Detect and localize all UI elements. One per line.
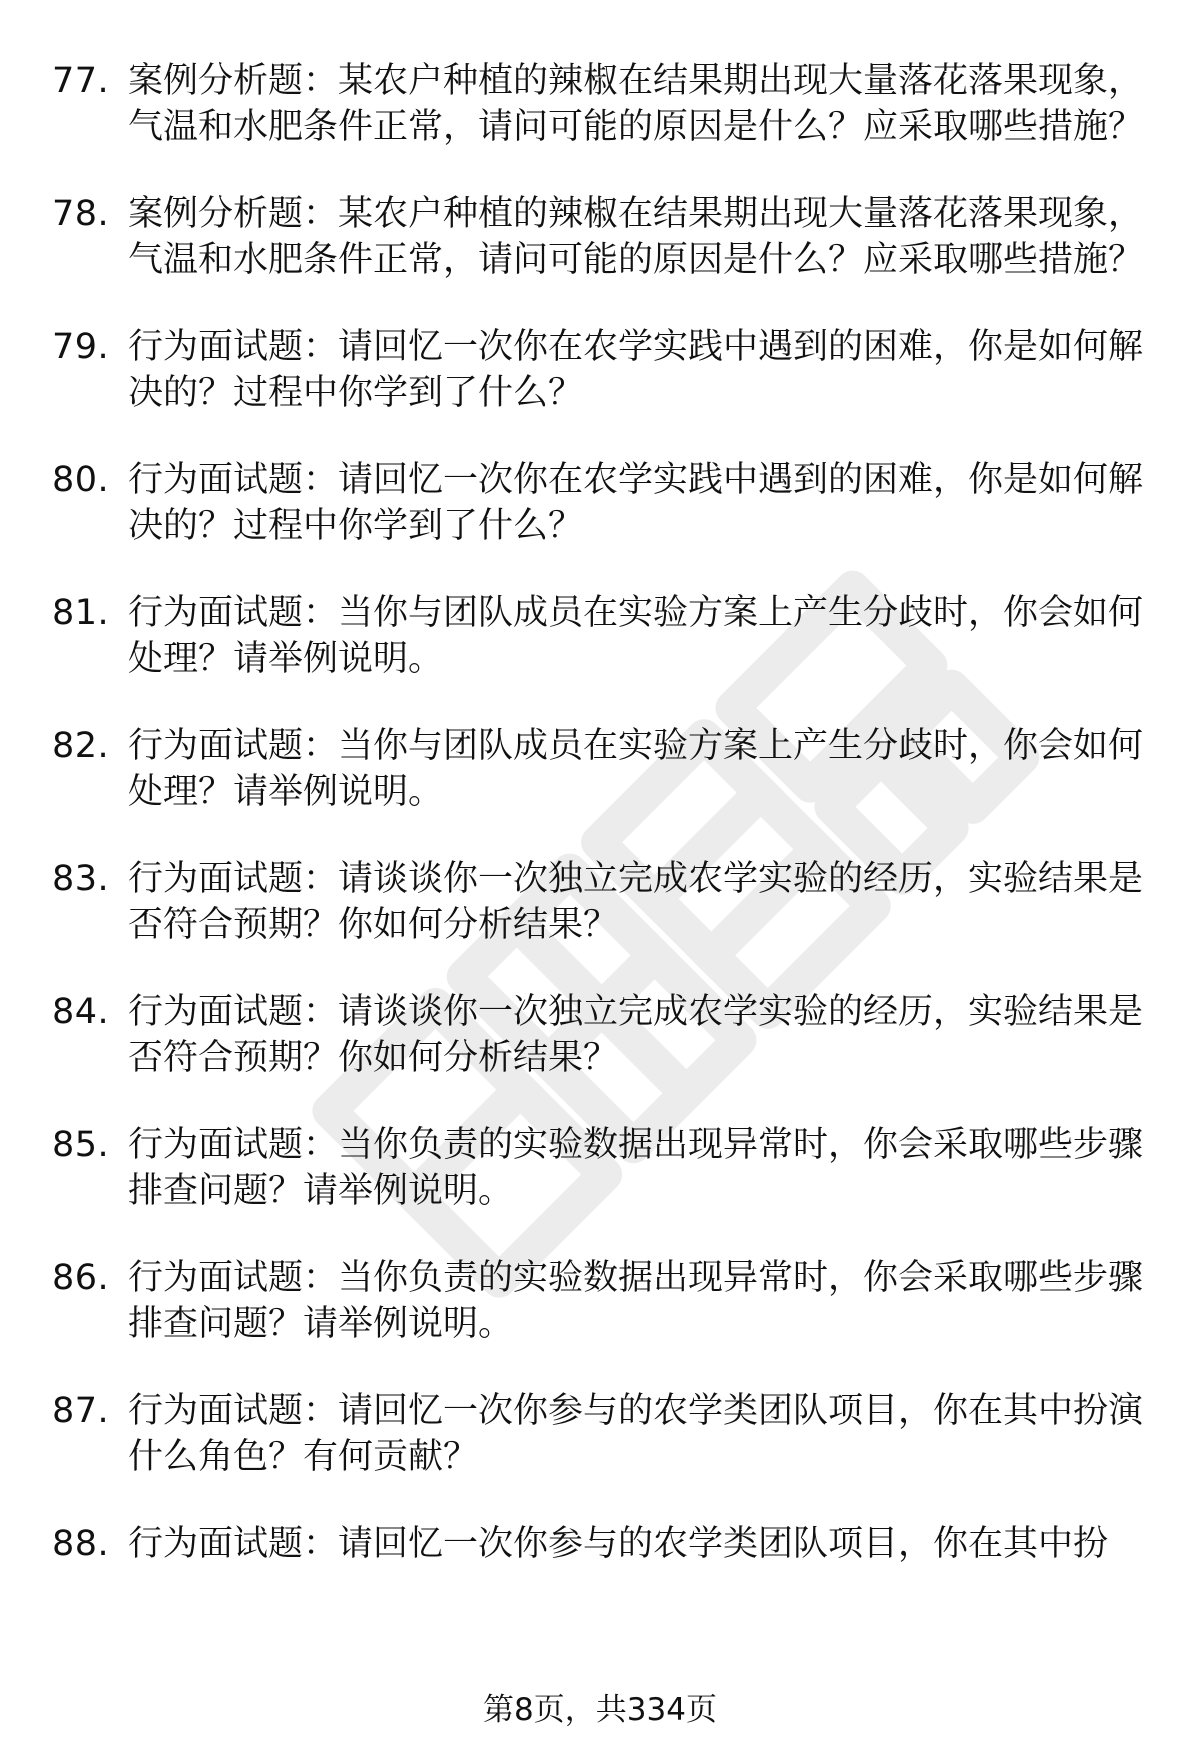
question-number: 77. <box>52 61 110 101</box>
question-text: 行为面试题：当你负责的实验数据出现异常时，你会采取哪些步骤排查问题？请举例说明。 <box>128 1258 1144 1344</box>
question-item <box>52 58 1152 150</box>
question-item <box>52 191 1152 283</box>
question-number: 80. <box>52 460 110 500</box>
page-number-label: 第8页，共334页 <box>483 1692 717 1728</box>
question-text: 案例分析题：某农户种植的辣椒在结果期出现大量落花落果现象，气温和水肥条件正常，请问可能的原因是什么？应采取哪些措施？ <box>128 61 1144 147</box>
question-text: 行为面试题：请回忆一次你参与的农学类团队项目，你在其中扮演什么角色？有何贡献？ <box>128 1391 1144 1477</box>
question-text: 行为面试题：请谈谈你一次独立完成农学实验的经历，实验结果是否符合预期？你如何分析结果？ <box>128 992 1144 1078</box>
question-item <box>52 856 1152 948</box>
question-list <box>52 58 1152 1608</box>
question-item <box>52 1122 1152 1214</box>
question-number: 81. <box>52 593 110 633</box>
question-item <box>52 457 1152 549</box>
question-number: 86. <box>52 1258 110 1298</box>
question-number: 79. <box>52 327 110 367</box>
question-text: 案例分析题：某农户种植的辣椒在结果期出现大量落花落果现象，气温和水肥条件正常，请问可能的原因是什么？应采取哪些措施？ <box>128 194 1144 280</box>
question-number: 83. <box>52 859 110 899</box>
question-text: 行为面试题：请回忆一次你在农学实践中遇到的困难，你是如何解决的？过程中你学到了什么？ <box>128 327 1144 413</box>
question-text: 行为面试题：当你与团队成员在实验方案上产生分歧时，你会如何处理？请举例说明。 <box>128 593 1144 679</box>
page-footer <box>0 1690 1200 1730</box>
question-item <box>52 1388 1152 1480</box>
question-number: 78. <box>52 194 110 234</box>
question-number: 85. <box>52 1125 110 1165</box>
question-item <box>52 989 1152 1081</box>
question-number: 82. <box>52 726 110 766</box>
question-item <box>52 723 1152 815</box>
question-text: 行为面试题：请谈谈你一次独立完成农学实验的经历，实验结果是否符合预期？你如何分析结果？ <box>128 859 1144 945</box>
question-number: 88. <box>52 1524 110 1564</box>
question-item <box>52 1521 1152 1567</box>
question-text: 行为面试题：当你与团队成员在实验方案上产生分歧时，你会如何处理？请举例说明。 <box>128 726 1144 812</box>
question-text: 行为面试题：请回忆一次你参与的农学类团队项目，你在其中扮 <box>128 1524 1109 1564</box>
question-text: 行为面试题：当你负责的实验数据出现异常时，你会采取哪些步骤排查问题？请举例说明。 <box>128 1125 1144 1211</box>
question-number: 84. <box>52 992 110 1032</box>
question-item <box>52 1255 1152 1347</box>
question-number: 87. <box>52 1391 110 1431</box>
question-item <box>52 324 1152 416</box>
question-text: 行为面试题：请回忆一次你在农学实践中遇到的困难，你是如何解决的？过程中你学到了什么？ <box>128 460 1144 546</box>
question-item <box>52 590 1152 682</box>
